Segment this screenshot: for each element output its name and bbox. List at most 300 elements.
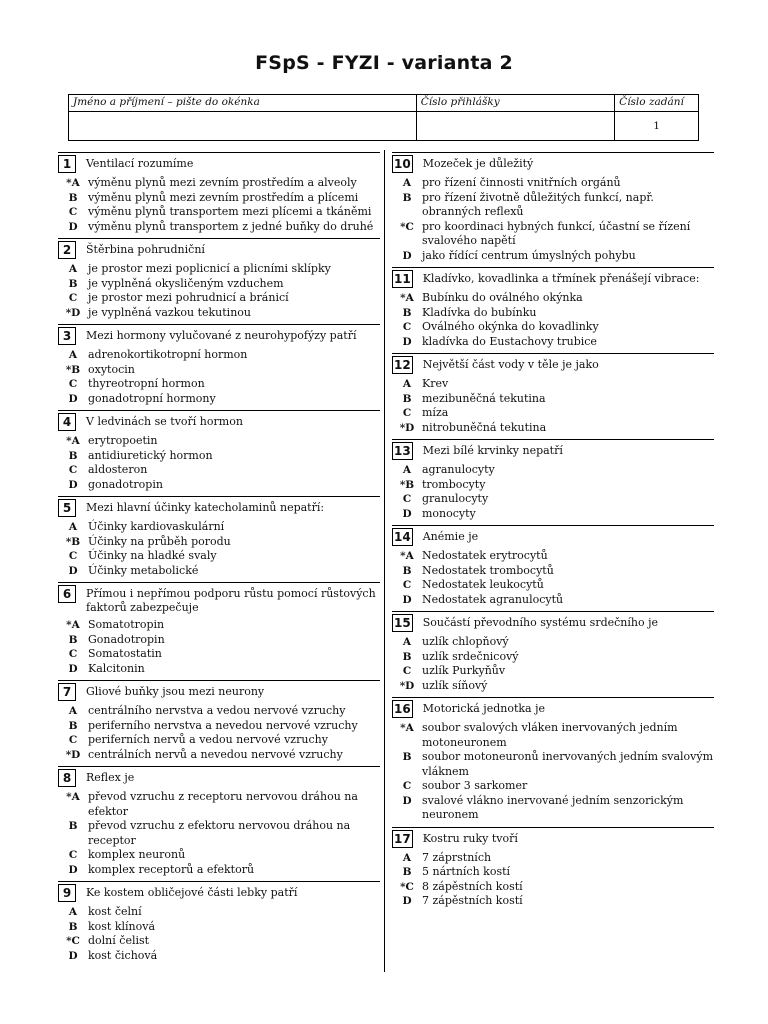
question-header [58,497,380,517]
question-block [392,697,714,827]
answer-label: *B [399,478,415,491]
answer-list [392,173,714,267]
answer-label: A [402,177,412,189]
answer-option[interactable] [58,463,380,478]
answer-label: D [68,564,78,577]
answer-text: soubor motoneuronů inervovaných jedním svalovým vláknem [422,750,714,778]
question-text: Ke kostem obličejové části lebky patří [86,886,298,899]
question-number: 2 [58,241,76,259]
name-field[interactable] [69,112,417,141]
question-number: 3 [58,327,76,345]
answer-list [392,288,714,353]
answer-text: Gonadotropin [88,632,165,646]
answer-label: B [402,564,412,577]
answer-label: D [402,895,412,907]
answer-text: oxytocin [88,362,135,376]
answer-text: agranulocyty [422,463,495,476]
answer-label: *C [66,935,80,947]
answer-label: B [402,751,412,763]
answer-option[interactable] [392,320,714,335]
answer-text: dolní čelist [88,934,150,947]
question-header [392,828,714,848]
answer-label: C [68,206,78,218]
header-table [68,94,699,141]
question-header [392,440,714,460]
question-header [58,325,380,345]
question-block [58,410,380,496]
answer-option[interactable] [392,635,714,650]
answer-option[interactable] [58,363,380,378]
question-number: 14 [394,530,411,544]
question-number: 12 [394,358,411,372]
answer-option[interactable] [58,549,380,564]
answer-text: uzlík síňový [422,678,488,692]
answer-text: Bubínku do oválného okýnka [422,291,583,304]
answer-text: Nedostatek erytrocytů [422,549,548,562]
answer-list [58,345,380,410]
answer-label: *B [65,363,81,376]
assignment-number: 1 [615,112,699,141]
answer-option[interactable] [392,794,714,823]
answer-text: centrálních nervů a nevedou nervové vzruchy [88,747,343,761]
answer-label: A [402,464,412,476]
answer-label: D [68,662,78,675]
answer-text: 7 zápěstních kostí [422,894,523,907]
answer-text: Kalcitonin [88,661,145,675]
question-text: Mezi bílé krvinky nepatří [422,444,563,457]
answer-option[interactable] [392,894,714,909]
answer-list [58,431,380,496]
answer-text: 7 záprstních [422,850,492,864]
answer-label: C [402,493,412,505]
answer-option[interactable] [58,949,380,964]
answer-option[interactable] [58,618,380,633]
answer-option[interactable] [58,306,380,321]
answer-label: B [68,820,78,832]
answer-text: soubor svalových vláken inervovaných jedním motoneuronem [422,721,678,749]
answer-text: 5 nártních kostí [422,865,511,878]
answer-label: B [68,633,78,646]
answer-option[interactable] [58,564,380,579]
question-block [58,582,380,680]
answer-text: míza [422,406,449,419]
question-block [58,238,380,324]
question-header [392,153,714,173]
answer-label: *A [66,791,80,803]
answer-option[interactable] [392,880,714,895]
answer-text: výměnu plynů mezi zevním prostředím a plícemi [88,190,359,204]
answer-label: D [68,949,78,962]
answer-option[interactable] [392,406,714,421]
question-text: Kladívko, kovadlinka a třmínek přenášejí vibrace: [422,272,700,285]
answer-option[interactable] [392,421,714,436]
assignment-label: Číslo zadání [615,95,699,112]
answer-text: Účinky kardiovaskulární [88,520,225,533]
question-number: 1 [58,155,76,173]
answer-label: C [68,378,78,390]
answer-option[interactable] [392,650,714,665]
answer-option[interactable] [392,721,714,750]
answer-option[interactable] [392,679,714,694]
question-number: 4 [58,413,76,431]
answer-option[interactable] [58,392,380,407]
question-block [392,267,714,353]
answer-option[interactable] [58,520,380,535]
question-text: Kostru ruky tvoří [422,831,518,845]
question-number: 15 [394,616,411,630]
answer-label: B [402,191,412,204]
answer-text: pro řízení činnosti vnitřních orgánů [422,176,621,189]
answer-text: Nedostatek leukocytů [422,578,544,591]
answer-option[interactable] [392,176,714,191]
question-block [58,766,380,881]
answer-label: *C [400,220,414,233]
question-text: Mozeček je důležitý [422,157,534,170]
answer-label: A [402,378,412,390]
question-header [58,239,380,259]
answer-text: pro koordinaci hybných funkcí, účastní se řízení svalového napětí [422,219,691,247]
answer-option[interactable] [392,335,714,350]
answer-list [58,173,380,238]
answer-option[interactable] [392,220,714,249]
question-text: V ledvinách se tvoří hormon [86,415,243,428]
answer-option[interactable] [392,478,714,493]
answer-list [58,259,380,324]
answer-option[interactable] [58,478,380,493]
answer-text: je vyplněná vazkou tekutinou [88,305,251,319]
answer-label: D [68,478,78,491]
answer-text: centrálního nervstva a vedou nervové vzruchy [88,704,346,717]
answer-text: Krev [422,377,449,390]
answer-text: Účinky na průběh porodu [88,534,231,548]
answer-text: kost klínová [88,919,156,933]
answer-text: převod vzruchu z efektoru nervovou dráhou na receptor [88,819,351,847]
question-number: 13 [394,444,411,458]
answer-text: výměnu plynů transportem mezi plícemi a tkáněmi [88,205,372,218]
question-text: Reflex je [86,771,135,784]
answer-label: A [68,521,78,533]
right-question-column [392,152,714,913]
answer-option[interactable] [58,719,380,734]
question-text: Ventilací rozumíme [86,157,194,170]
answer-label: C [402,780,412,792]
answer-label: A [68,349,78,361]
answer-text: soubor 3 sarkomer [422,779,528,792]
answer-label: C [68,734,78,746]
answer-label: A [68,906,78,918]
answer-option[interactable] [58,291,380,306]
answer-text: trombocyty [422,477,486,491]
application-field[interactable] [416,112,614,141]
answer-label: B [68,920,78,933]
answer-text: je prostor mezi pohrudnicí a bránicí [88,291,289,304]
answer-text: adrenokortikotropní hormon [88,348,248,361]
answer-option[interactable] [58,348,380,363]
question-block [392,611,714,697]
answer-text: Oválného okýnka do kovadlinky [422,320,599,333]
column-divider [384,150,385,972]
question-header [392,354,714,374]
answer-label: C [68,292,78,304]
question-text: Gliové buňky jsou mezi neurony [86,685,265,698]
question-header [58,583,380,615]
answer-option[interactable] [392,664,714,679]
answer-text: Nedostatek agranulocytů [422,592,564,606]
question-text: Anémie je [422,530,479,543]
answer-label: *C [400,880,414,893]
answer-option[interactable] [58,819,380,848]
question-text: Největší část vody v těle je jako [422,358,599,371]
answer-option[interactable] [58,704,380,719]
answer-option[interactable] [392,377,714,392]
answer-list [58,701,380,766]
answer-label: B [68,191,78,204]
answer-text: Nedostatek trombocytů [422,563,554,577]
answer-option[interactable] [58,277,380,292]
answer-option[interactable] [392,306,714,321]
answer-list [392,374,714,439]
answer-list [392,718,714,827]
question-text: Mezi hormony vylučované z neurohypofýzy patří [86,329,357,342]
answer-text: svalové vlákno inervované jedním senzorickým neuronem [422,793,684,821]
answer-text: mezibuněčná tekutina [422,391,546,405]
answer-option[interactable] [58,220,380,235]
answer-text: Somatotropin [88,618,165,631]
answer-option[interactable] [58,934,380,949]
question-block [392,353,714,439]
question-block [58,152,380,238]
answer-option[interactable] [392,392,714,407]
question-text: Motorická jednotka je [422,702,546,715]
answer-label: D [402,249,412,262]
question-header [58,882,380,902]
question-header [58,767,380,787]
answer-label: B [402,306,412,319]
answer-text: Kladívka do bubínku [422,305,537,319]
answer-text: kladívka do Eustachovy trubice [422,334,597,348]
left-question-column [58,152,380,967]
answer-option[interactable] [58,790,380,819]
answer-list [392,460,714,525]
answer-text: nitrobuněčná tekutina [422,420,547,434]
answer-label: D [402,335,412,348]
answer-text: pro řízení životně důležitých funkcí, např. obranných reflexů [422,190,654,218]
answer-label: A [402,851,412,864]
answer-text: kost čichová [88,948,158,962]
question-number: 11 [394,272,411,286]
answer-option[interactable] [58,377,380,392]
question-text: Součástí převodního systému srdečního je [422,616,659,629]
answer-label: B [402,650,412,663]
answer-label: *D [65,748,81,761]
answer-label: *A [400,550,414,562]
answer-text: výměnu plynů mezi zevním prostředím a alveoly [88,176,357,189]
answer-list [58,517,380,582]
answer-text: erytropoetin [88,434,158,447]
question-header [392,698,714,718]
answer-label: B [68,277,78,290]
answer-text: výměnu plynů transportem z jedné buňky do druhé [88,219,374,233]
answer-label: C [68,849,78,861]
answer-text: jako řídící centrum úmyslných pohybu [422,248,636,262]
question-text: Přímou i nepřímou podporu růstu pomocí růstových faktorů zabezpečuje [86,587,376,614]
answer-label: *A [66,435,80,447]
question-header [392,526,714,546]
answer-label: B [68,719,78,732]
question-header [58,153,380,173]
answer-text: gonadotropní hormony [88,391,216,405]
answer-option[interactable] [392,865,714,880]
answer-option[interactable] [392,291,714,306]
answer-option[interactable] [58,449,380,464]
page-title: FSpS - FYZI - varianta 2 [255,52,513,74]
answer-list [392,848,714,913]
question-text: Mezi hlavní účinky katecholaminů nepatří: [86,501,325,514]
answer-label: D [402,794,412,807]
answer-label: *B [65,535,81,548]
answer-option[interactable] [392,507,714,522]
question-number: 10 [394,157,411,171]
question-header [58,411,380,431]
answer-label: D [402,593,412,606]
answer-label: A [68,705,78,717]
name-label: Jméno a příjmení – pište do okénka [69,95,417,112]
answer-label: B [402,392,412,405]
question-number: 17 [394,831,411,846]
answer-option[interactable] [58,191,380,206]
answer-text: uzlík chlopňový [422,635,509,648]
answer-text: uzlík Purkyňův [422,664,506,677]
answer-text: Účinky na hladké svaly [88,549,217,562]
answer-option[interactable] [58,434,380,449]
answer-text: Účinky metabolické [88,563,199,577]
question-block [58,881,380,967]
answer-list [392,632,714,697]
answer-option[interactable] [58,662,380,677]
answer-option[interactable] [58,633,380,648]
answer-text: gonadotropin [88,477,163,491]
answer-label: C [402,579,412,591]
answer-text: je vyplněná okysličeným vzduchem [88,276,284,290]
answer-option[interactable] [58,863,380,878]
question-block [58,324,380,410]
answer-text: antidiuretický hormon [88,448,213,462]
answer-option[interactable] [392,578,714,593]
application-label: Číslo přihlášky [416,95,614,112]
answer-option[interactable] [392,564,714,579]
answer-text: monocyty [422,506,476,520]
answer-text: uzlík srdečnicový [422,649,519,663]
answer-option[interactable] [58,176,380,191]
answer-label: B [68,449,78,462]
answer-list [392,546,714,611]
answer-text: převod vzruchu z receptoru nervovou dráhou na efektor [88,790,358,818]
question-number: 7 [58,683,76,701]
question-block [392,152,714,267]
answer-text: je prostor mezi poplicnicí a plicními sklípky [88,262,331,275]
answer-text: aldosteron [88,463,148,476]
answer-label: *A [66,619,80,631]
answer-option[interactable] [58,748,380,763]
answer-text: periferních nervů a vedou nervové vzruchy [88,733,328,746]
answer-option[interactable] [58,905,380,920]
answer-option[interactable] [392,492,714,507]
answer-text: granulocyty [422,492,489,505]
question-header [392,612,714,632]
answer-text: Somatostatin [88,647,162,660]
answer-label: B [402,866,412,878]
question-block [58,496,380,582]
answer-option[interactable] [392,779,714,794]
answer-label: C [402,407,412,419]
answer-label: D [68,392,78,405]
answer-option[interactable] [392,191,714,220]
answer-option[interactable] [392,593,714,608]
answer-label: C [68,550,78,562]
answer-text: komplex neuronů [88,848,186,861]
answer-text: kost čelní [88,905,142,918]
answer-label: C [402,321,412,333]
answer-option[interactable] [392,463,714,478]
answer-list [58,787,380,881]
answer-option[interactable] [58,848,380,863]
question-number: 16 [394,702,411,716]
answer-option[interactable] [58,262,380,277]
answer-text: thyreotropní hormon [88,377,205,390]
answer-option[interactable] [58,205,380,220]
answer-label: *A [400,722,414,734]
answer-label: *A [66,177,80,189]
answer-option[interactable] [58,920,380,935]
answer-option[interactable] [58,535,380,550]
answer-option[interactable] [392,851,714,866]
answer-label: C [68,464,78,476]
answer-label: A [402,636,412,648]
question-header [392,268,714,288]
question-block [392,827,714,913]
answer-list [58,615,380,680]
question-number: 5 [58,499,76,517]
question-block [392,439,714,525]
answer-label: *D [65,306,81,319]
answer-label: D [68,863,78,876]
question-text: Štěrbina pohrudniční [86,243,205,256]
answer-option[interactable] [392,249,714,264]
answer-label: D [402,507,412,520]
question-header [58,681,380,701]
answer-text: periferního nervstva a nevedou nervové vzruchy [88,718,358,732]
answer-label: *D [399,679,415,692]
answer-option[interactable] [392,549,714,564]
answer-label: D [68,220,78,233]
answer-option[interactable] [392,750,714,779]
answer-list [58,902,380,967]
answer-option[interactable] [58,647,380,662]
question-block [58,680,380,766]
question-block [392,525,714,611]
answer-label: *D [399,421,415,434]
question-number: 6 [58,585,76,603]
answer-label: *A [400,292,414,304]
answer-label: A [68,263,78,275]
answer-option[interactable] [58,733,380,748]
answer-text: komplex receptorů a efektorů [88,862,255,876]
answer-text: 8 zápěstních kostí [422,879,523,893]
question-number: 9 [58,884,76,902]
answer-label: C [68,648,78,660]
answer-label: C [402,665,412,677]
question-number: 8 [58,769,76,787]
